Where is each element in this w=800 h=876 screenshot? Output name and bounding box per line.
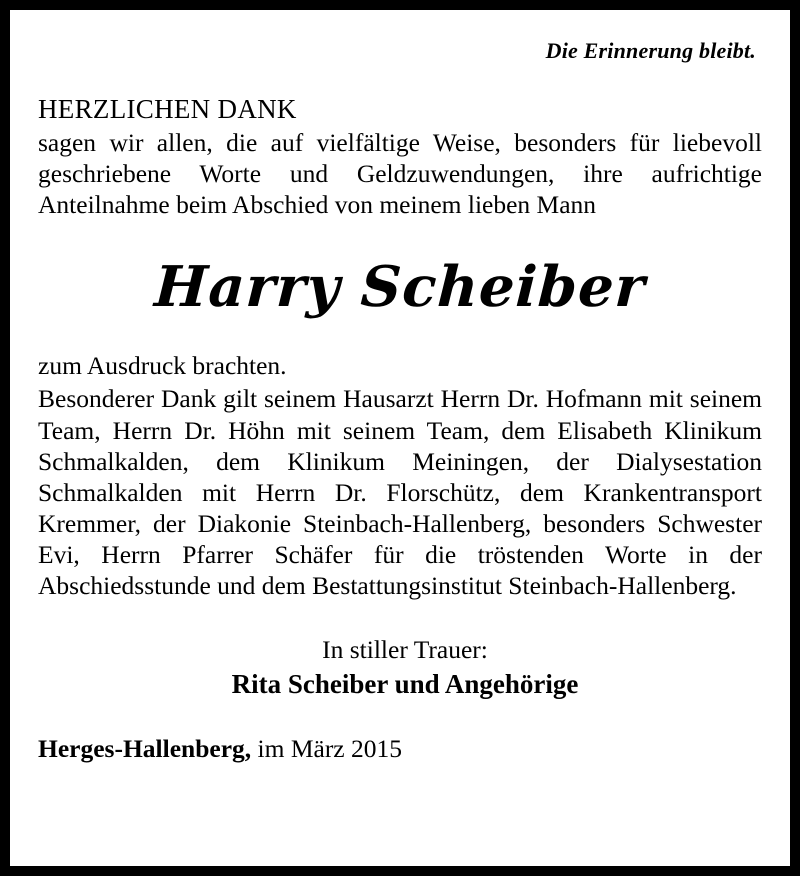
special-thanks-paragraph: Besonderer Dank gilt seinem Hausarzt Herrn Dr. Hofmann mit seinem Team, Herrn Dr. Höhn mit seinem Team, dem Elisabeth Klinikum Schmalkalden, dem Klinikum Meiningen, der Dialysestation Schmalkalden mit Herrn Dr. Florschütz, dem Krankentransport Kremmer, der Diakonie Steinbach-Hallenberg, besonders Schwester Evi, Herrn Pfarrer Schäfer für die tröstenden Worte in der Abschiedsstunde und dem Bestattungsinstitut Steinbach-Hallenberg. bbox=[38, 384, 762, 601]
black-border-frame bbox=[7, 7, 793, 869]
intro-paragraph: sagen wir allen, die auf vielfältige Weise, besonders für liebevoll geschriebene Worte und Geldzuwendungen, ihre aufrichtige Anteilnahme beim Abschied von meinem lieben Mann bbox=[38, 128, 762, 220]
date-text: im März 2015 bbox=[251, 734, 403, 764]
bottom-spacer bbox=[38, 764, 762, 774]
notice-content bbox=[38, 38, 762, 862]
deceased-name: Harry Scheiber bbox=[152, 254, 648, 321]
place-name: Herges-Hallenberg, bbox=[38, 734, 252, 764]
place-date-line bbox=[38, 734, 762, 764]
closing-line: zum Ausdruck brachten. bbox=[38, 351, 287, 381]
motto-line: Die Erinnerung bleibt. bbox=[545, 38, 756, 63]
thanks-heading: HERZLICHEN DANK bbox=[38, 94, 297, 124]
mourning-block bbox=[38, 635, 762, 700]
mourning-label: In stiller Trauer: bbox=[322, 635, 488, 665]
mourning-family: Rita Scheiber und Angehörige bbox=[231, 669, 579, 700]
